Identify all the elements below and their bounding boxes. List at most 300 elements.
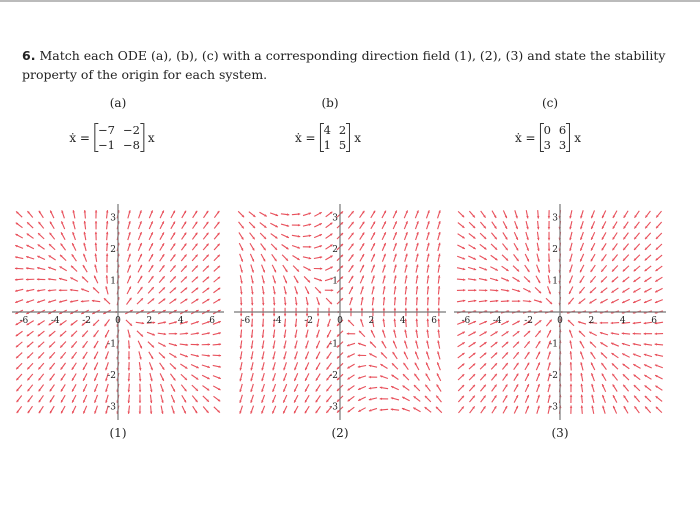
field-arrow <box>305 384 309 391</box>
field-arrow <box>526 232 529 240</box>
field-3-caption: (3) <box>551 426 569 440</box>
field-arrow <box>305 330 308 338</box>
y-tick-label: 3 <box>110 213 116 224</box>
field-arrow <box>457 268 465 271</box>
field-arrow <box>60 255 66 261</box>
field-arrow <box>273 286 275 294</box>
field-arrow <box>138 276 142 283</box>
field-arrow <box>514 243 518 250</box>
field-arrow <box>292 256 299 260</box>
field-arrow <box>602 232 606 239</box>
field-arrow <box>503 232 507 239</box>
field-arrow <box>325 267 333 271</box>
field-arrow <box>149 254 153 261</box>
field-arrow <box>613 395 617 402</box>
field-arrow <box>316 374 320 381</box>
field-arrow <box>458 396 464 402</box>
field-arrow <box>72 210 74 218</box>
field-arrow <box>645 266 652 271</box>
field-arrow <box>259 212 266 216</box>
field-arrow <box>403 386 410 391</box>
field-arrow <box>169 353 176 357</box>
field-arrow <box>591 265 596 272</box>
matrix-entry: −8 <box>122 138 140 152</box>
field-arrow <box>426 340 429 348</box>
field-arrow <box>416 319 418 327</box>
matrix-entry: −1 <box>97 138 115 152</box>
field-arrow <box>214 277 220 282</box>
field-arrow <box>83 373 87 380</box>
field-arrow <box>94 384 97 392</box>
field-arrow <box>622 288 629 292</box>
field-arrow <box>240 275 242 283</box>
field-arrow <box>83 254 86 262</box>
field-arrow <box>292 213 300 215</box>
field-arrow <box>438 319 440 327</box>
field-arrow <box>15 245 23 248</box>
field-arrow <box>358 397 366 401</box>
field-arrow <box>72 254 77 261</box>
field-arrow <box>369 365 377 368</box>
field-arrow <box>305 406 309 413</box>
field-arrow <box>601 288 608 293</box>
field-arrow <box>240 340 242 348</box>
field-arrow <box>239 243 243 251</box>
field-arrow <box>601 363 606 370</box>
field-arrow <box>347 332 355 334</box>
field-arrow <box>83 363 87 370</box>
x-tick-label: -6 <box>461 316 471 326</box>
field-arrow <box>360 319 363 327</box>
field-arrow <box>17 396 22 403</box>
field-arrow <box>546 320 551 326</box>
field-arrow <box>50 406 54 413</box>
field-arrow <box>503 221 507 228</box>
field-arrow <box>591 221 595 229</box>
field-arrow <box>569 287 573 294</box>
field-arrow <box>601 353 607 359</box>
matrix-a <box>94 123 144 152</box>
field-arrow <box>283 362 286 370</box>
field-arrow <box>438 232 441 240</box>
field-arrow <box>182 233 187 240</box>
field-arrow <box>479 321 487 325</box>
field-arrow <box>570 362 572 370</box>
field-arrow <box>404 330 406 338</box>
field-arrow <box>128 210 131 218</box>
field-arrow <box>403 374 409 380</box>
field-arrow <box>193 211 198 218</box>
field-arrow <box>94 330 99 337</box>
field-arrow <box>469 342 476 347</box>
field-arrow <box>138 265 142 272</box>
field-arrow <box>82 331 88 337</box>
field-arrow <box>305 352 308 360</box>
field-arrow <box>81 288 89 291</box>
field-arrow <box>503 374 508 381</box>
field-arrow <box>569 276 572 284</box>
x-tick-label: 0 <box>557 316 563 326</box>
field-arrow <box>93 287 99 293</box>
field-arrow <box>203 222 208 229</box>
field-arrow <box>192 396 197 403</box>
field-arrow <box>150 395 152 403</box>
field-arrow <box>569 330 572 338</box>
field-arrow <box>633 343 641 345</box>
field-arrow <box>655 386 662 391</box>
y-tick-label: -1 <box>549 339 558 350</box>
field-arrow <box>537 265 540 273</box>
field-arrow <box>104 298 110 304</box>
field-arrow <box>251 351 253 359</box>
field-arrow <box>468 278 476 280</box>
field-arrow <box>138 243 142 251</box>
y-tick-label: 3 <box>552 213 558 224</box>
field-arrow <box>369 376 377 378</box>
field-arrow <box>50 233 55 240</box>
field-arrow <box>192 266 198 272</box>
field-arrow <box>512 289 520 292</box>
field-arrow <box>106 243 108 251</box>
field-arrow <box>203 288 210 293</box>
field-arrow <box>193 406 198 413</box>
field-arrow <box>170 363 176 369</box>
field-arrow <box>203 233 208 240</box>
field-arrow <box>292 235 300 237</box>
field-arrow <box>271 244 277 250</box>
field-arrow <box>294 373 298 381</box>
field-arrow <box>512 300 520 302</box>
field-arrow <box>633 332 641 334</box>
y-tick-label: 2 <box>332 244 338 255</box>
field-arrow <box>348 222 353 229</box>
field-arrow <box>72 374 76 381</box>
field-arrow <box>72 406 76 414</box>
field-arrow <box>349 254 354 261</box>
field-arrow <box>261 243 266 250</box>
field-arrow <box>249 212 256 217</box>
field-arrow <box>294 341 297 349</box>
field-arrow <box>358 386 366 389</box>
field-arrow <box>38 342 44 348</box>
field-arrow <box>327 319 330 327</box>
field-arrow <box>548 286 551 294</box>
field-arrow <box>414 385 420 391</box>
field-1-caption: (1) <box>109 426 127 440</box>
field-arrow <box>656 255 662 260</box>
y-tick-label: -3 <box>107 402 116 413</box>
field-arrow <box>644 300 652 303</box>
field-arrow <box>250 384 253 392</box>
field-arrow <box>360 243 364 250</box>
field-arrow <box>580 373 582 381</box>
field-arrow <box>282 244 289 249</box>
field-arrow <box>303 235 311 237</box>
field-arrow <box>182 211 186 218</box>
field-arrow <box>250 233 255 240</box>
field-arrow <box>503 384 508 391</box>
field-arrow <box>369 353 376 357</box>
field-arrow <box>191 354 199 357</box>
matrix-entry: 1 <box>323 138 331 152</box>
field-arrow <box>492 406 496 413</box>
field-arrow <box>49 244 55 250</box>
field-arrow <box>160 254 165 261</box>
field-arrow <box>655 354 663 357</box>
field-arrow <box>416 275 418 283</box>
field-arrow <box>480 374 486 380</box>
field-arrow <box>535 287 541 293</box>
field-arrow <box>182 222 186 229</box>
field-arrow <box>490 278 498 281</box>
field-arrow <box>128 221 131 229</box>
field-arrow <box>479 279 487 281</box>
field-arrow <box>137 331 143 337</box>
field-arrow <box>161 406 163 414</box>
field-arrow <box>580 384 582 392</box>
field-arrow <box>537 254 540 262</box>
field-arrow <box>457 245 465 249</box>
field-arrow <box>491 342 498 347</box>
field-arrow <box>160 373 164 381</box>
field-arrow <box>314 245 322 248</box>
field-arrow <box>547 330 551 337</box>
field-arrow <box>438 264 440 272</box>
field-arrow <box>480 363 486 369</box>
field-arrow <box>72 384 76 391</box>
field-arrow <box>284 286 287 294</box>
field-arrow <box>261 384 264 392</box>
field-arrow <box>293 266 299 272</box>
field-arrow <box>481 395 486 402</box>
field-arrow <box>393 232 396 240</box>
field-arrow <box>180 364 187 369</box>
matrix-entry: 0 <box>543 123 551 137</box>
field-arrow <box>203 277 209 283</box>
field-arrow <box>138 232 141 240</box>
field-arrow <box>490 267 498 271</box>
field-arrow <box>591 406 593 414</box>
field-arrow <box>316 406 321 413</box>
field-arrow <box>371 222 375 229</box>
field-arrow <box>347 364 354 368</box>
field-arrow <box>273 330 275 338</box>
field-arrow <box>634 406 639 413</box>
field-arrow <box>524 341 529 347</box>
field-arrow <box>611 299 619 303</box>
field-arrow <box>94 276 98 284</box>
field-arrow <box>284 297 286 305</box>
lhs: ẋ = <box>514 130 536 145</box>
field-arrow <box>94 341 98 348</box>
field-arrow <box>139 210 142 218</box>
field-arrow <box>491 374 496 380</box>
field-arrow <box>405 243 408 251</box>
field-arrow <box>458 406 463 412</box>
field-arrow <box>250 373 253 381</box>
field-arrow <box>127 276 131 284</box>
field-arrow <box>644 375 651 379</box>
field-arrow <box>635 211 640 218</box>
field-arrow <box>16 223 23 228</box>
field-arrow <box>383 275 386 283</box>
field-arrow <box>49 352 55 358</box>
field-arrow <box>383 265 386 273</box>
field-arrow <box>171 384 175 391</box>
field-arrow <box>580 341 584 348</box>
field-arrow <box>106 264 108 272</box>
field-arrow <box>437 362 440 370</box>
field-arrow <box>294 351 297 359</box>
system-c-label: (c) <box>541 96 559 110</box>
field-arrow <box>250 406 253 414</box>
field-arrow <box>427 275 429 283</box>
field-arrow <box>644 332 652 334</box>
field-arrow <box>415 221 418 229</box>
field-arrow <box>171 232 175 239</box>
field-arrow <box>437 340 439 348</box>
field-arrow <box>327 330 331 338</box>
field-arrow <box>492 222 497 229</box>
field-arrow <box>613 384 617 391</box>
field-arrow <box>469 374 475 380</box>
field-arrow <box>436 407 442 413</box>
field-arrow <box>139 351 142 359</box>
field-arrow <box>590 276 595 282</box>
field-arrow <box>192 288 199 293</box>
field-arrow <box>624 211 628 218</box>
field-arrow <box>536 352 540 359</box>
field-arrow <box>38 352 44 358</box>
field-arrow <box>181 243 186 250</box>
y-tick-label: -2 <box>329 371 338 382</box>
field-arrow <box>61 210 64 218</box>
y-tick-label: 2 <box>110 244 116 255</box>
field-arrow <box>369 398 377 401</box>
field-arrow <box>282 255 288 261</box>
field-arrow <box>71 320 78 325</box>
field-arrow <box>294 276 298 283</box>
field-arrow <box>611 353 618 358</box>
field-arrow <box>656 233 662 239</box>
field-arrow <box>203 211 208 218</box>
field-arrow <box>645 244 651 250</box>
y-tick-label: -2 <box>549 371 558 382</box>
system-a-label: (a) <box>109 96 127 110</box>
field-arrow <box>611 288 618 293</box>
field-arrow <box>272 254 277 261</box>
field-arrow <box>106 210 108 218</box>
field-arrow <box>60 331 66 337</box>
field-arrow <box>38 321 45 326</box>
field-arrow <box>393 211 397 219</box>
field-arrow <box>393 319 395 327</box>
field-arrow <box>283 395 287 403</box>
field-arrow <box>305 287 309 295</box>
field-arrow <box>281 224 289 227</box>
field-arrow <box>316 330 319 338</box>
field-arrow <box>26 256 34 259</box>
field-arrow <box>240 265 243 273</box>
field-arrow <box>314 278 322 281</box>
field-arrow <box>502 244 507 251</box>
field-arrow <box>37 267 45 270</box>
field-arrow <box>468 267 476 270</box>
field-arrow <box>655 300 663 303</box>
field-arrow <box>514 363 519 370</box>
field-arrow <box>192 233 197 240</box>
field-arrow <box>513 331 520 336</box>
field-arrow <box>272 384 275 392</box>
field-arrow <box>348 407 355 412</box>
field-arrow <box>28 395 33 402</box>
field-arrow <box>326 234 333 239</box>
field-arrow <box>371 232 375 239</box>
field-arrow <box>105 351 108 359</box>
field-arrow <box>283 373 286 381</box>
field-arrow <box>438 254 441 262</box>
field-arrow <box>71 266 77 272</box>
field-arrow <box>202 354 210 356</box>
field-arrow <box>391 397 399 400</box>
field-arrow <box>139 373 141 381</box>
field-arrow <box>458 364 464 369</box>
field-arrow <box>283 351 286 359</box>
y-tick-label: -2 <box>107 371 116 382</box>
field-arrow <box>405 297 407 305</box>
field-arrow <box>61 374 66 381</box>
x-tick-label: 0 <box>337 316 343 326</box>
field-arrow <box>251 265 254 273</box>
field-arrow <box>480 385 485 391</box>
x-tick-label: 4 <box>619 316 626 326</box>
field-arrow <box>468 300 476 302</box>
field-arrow <box>49 331 55 336</box>
field-arrow <box>612 254 617 260</box>
field-arrow <box>83 352 87 359</box>
field-arrow <box>491 255 498 260</box>
field-arrow <box>645 211 650 218</box>
field-arrow <box>50 222 54 229</box>
field-arrow <box>181 265 187 271</box>
field-arrow <box>292 245 300 248</box>
field-arrow <box>634 222 639 229</box>
field-arrow <box>203 406 208 412</box>
field-arrow <box>150 373 153 381</box>
field-arrow <box>427 319 429 327</box>
field-arrow <box>349 287 353 295</box>
field-arrow <box>317 297 320 305</box>
field-arrow <box>525 352 530 359</box>
field-arrow <box>213 299 220 303</box>
field-arrow <box>600 342 607 346</box>
field-arrow <box>634 233 639 239</box>
field-arrow <box>655 288 662 292</box>
field-arrow <box>416 286 418 294</box>
field-arrow <box>513 342 519 348</box>
field-arrow <box>270 213 278 216</box>
field-arrow <box>316 341 320 349</box>
field-arrow <box>94 362 98 370</box>
field-arrow <box>458 385 464 391</box>
field-arrow <box>240 286 242 294</box>
field-arrow <box>240 297 242 305</box>
field-arrow <box>348 320 354 326</box>
field-arrow <box>458 353 465 358</box>
field-arrow <box>537 406 540 414</box>
field-arrow <box>48 278 56 280</box>
field-arrow <box>490 289 498 291</box>
